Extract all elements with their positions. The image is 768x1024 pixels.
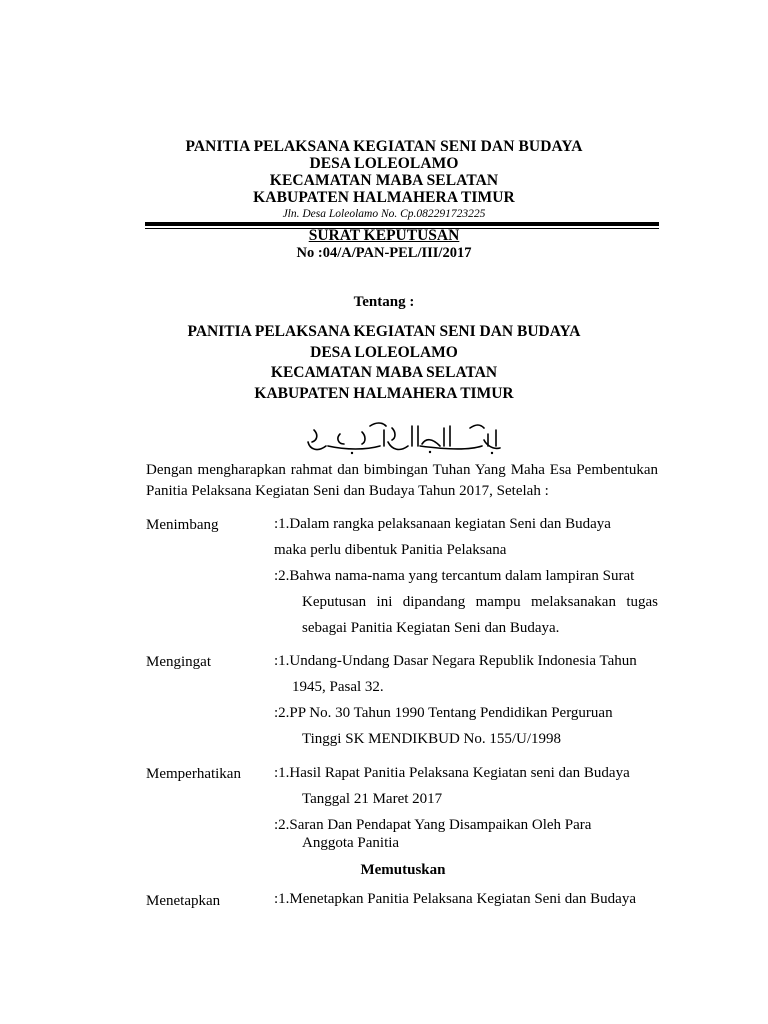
memutuskan-heading: Memutuskan [360,862,446,878]
basmalah-calligraphy [300,420,508,456]
letterhead-line-3: KECAMATAN MABA SELATAN [269,172,499,189]
subject-line-4: KABUPATEN HALMAHERA TIMUR [254,384,514,402]
memperhatikan-label: Memperhatikan [146,766,241,782]
letterhead-address: Jln. Desa Loleolamo No. Cp.082291723225 [282,208,486,220]
letterhead-line-1: PANITIA PELAKSANA KEGIATAN SENI DAN BUDAYA [185,138,583,155]
menetapkan-item-1-first: :1.Menetapkan Panitia Pelaksana Kegiatan Seni dan Budaya [274,891,636,907]
opening-paragraph: Dengan mengharapkan rahmat dan bimbingan Tuhan Yang Maha Esa Pembentukan Panitia Pelaksana Kegiatan Seni dan Budaya Tahun 2017, Setelah : [146,462,658,499]
subject-line-2: DESA LOLEOLAMO [310,343,458,361]
menimbang-item-2-rest: Keputusan ini dipandang mampu melaksanakan tugas sebagai Panitia Kegiatan Seni dan Budaya. [302,594,658,636]
memperhatikan-item-2-rest: Anggota Panitia [302,835,400,851]
menimbang-label: Menimbang [146,517,219,533]
menimbang-item-2 [274,563,658,641]
mengingat-item-2-first: :2.PP No. 30 Tahun 1990 Tentang Pendidikan Perguruan [274,705,613,721]
menetapkan-label: Menetapkan [146,893,221,909]
memperhatikan-item-2-first: :2.Saran Dan Pendapat Yang Disampaikan Oleh Para [274,817,592,833]
mengingat-label: Mengingat [146,654,211,670]
tentang-label: Tentang : [353,294,415,310]
decree-title: SURAT KEPUTUSAN [308,227,460,244]
subject-line-3: KECAMATAN MABA SELATAN [270,364,498,381]
menimbang-item-1 [274,511,658,563]
decree-subject [0,322,768,404]
mengingat-item-2 [274,700,658,752]
memperhatikan-item-2 [274,812,658,852]
letterhead-line-2: DESA LOLEOLAMO [309,155,459,172]
letterhead-line-4: KABUPATEN HALMAHERA TIMUR [253,189,515,206]
decree-number: No :04/A/PAN-PEL/III/2017 [296,245,472,261]
letterhead [0,138,768,222]
mengingat-item-2-rest: Tinggi SK MENDIKBUD No. 155/U/1998 [302,731,562,747]
decree-heading [0,227,768,263]
menimbang-item-2-first: :2.Bahwa nama-nama yang tercantum dalam lampiran Surat [274,568,635,584]
mengingat-item-1-first: :1.Undang-Undang Dasar Negara Republik Indonesia Tahun [274,653,637,669]
mengingat-item-1 [274,648,658,700]
mengingat-item-1-rest: 1945, Pasal 32. [292,679,384,695]
menimbang-item-1-rest: maka perlu dibentuk Panitia Pelaksana [274,542,507,558]
memperhatikan-item-1-first: :1.Hasil Rapat Panitia Pelaksana Kegiatan seni dan Budaya [274,765,630,781]
memperhatikan-item-1-rest: Tanggal 21 Maret 2017 [302,791,443,807]
menimbang-item-1-first: :1.Dalam rangka pelaksanaan kegiatan Seni dan Budaya [274,516,611,532]
menetapkan-item-1 [274,886,658,912]
memperhatikan-item-1 [274,760,658,812]
subject-line-1: PANITIA PELAKSANA KEGIATAN SENI DAN BUDAYA [187,323,581,340]
